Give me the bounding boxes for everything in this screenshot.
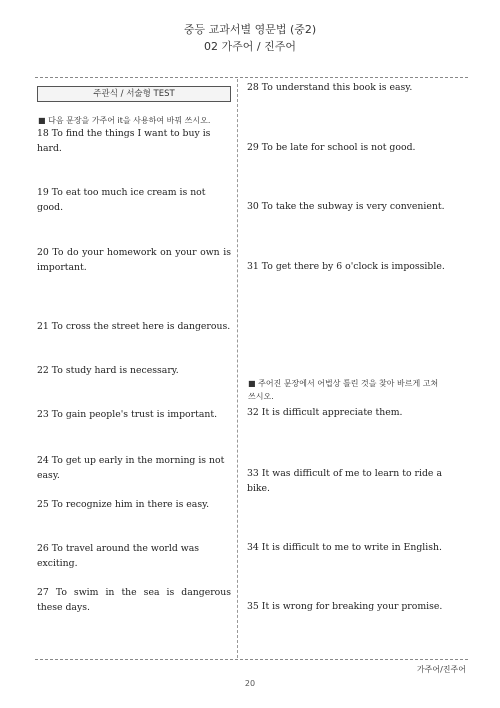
top-rule	[35, 77, 468, 78]
question-24: 24 To get up early in the morning is not easy.	[37, 455, 225, 481]
document-title: 중등 교과서별 영문법 (중2)	[183, 23, 317, 36]
question-18: 18 To find the things I want to buy is hard.	[37, 128, 211, 154]
question-22: 22 To study hard is necessary.	[37, 365, 179, 376]
question-19: 19 To eat too much ice cream is not good.	[37, 187, 206, 213]
section-label: 주관식 / 서술형 TEST	[37, 86, 231, 102]
question-27: 27 To swim in the sea is dangerous these days.	[37, 587, 231, 613]
question-32: 32 It is difficult appreciate them.	[247, 407, 403, 418]
chapter-title: 02 가주어 / 진주어	[204, 40, 296, 53]
question-23: 23 To gain people's trust is important.	[37, 409, 218, 420]
bottom-rule	[35, 659, 468, 660]
question-30: 30 To take the subway is very convenient.	[247, 201, 445, 212]
instruction-right: ■ 주어진 문장에서 어법상 틀린 것을 찾아 바르게 고쳐 쓰시오.	[248, 379, 439, 401]
column-divider	[237, 79, 238, 658]
footer-label: 가주어/진주어	[416, 665, 466, 674]
question-35: 35 It is wrong for breaking your promise.	[247, 601, 443, 612]
question-34: 34 It is difficult to me to write in English.	[247, 542, 442, 553]
instruction-left: ■ 다음 문장을 가주어 it을 사용하여 바꿔 쓰시오.	[38, 116, 211, 125]
question-25: 25 To recognize him in there is easy.	[37, 499, 210, 510]
question-33: 33 It was difficult of me to learn to ride a bike.	[247, 468, 442, 494]
question-31: 31 To get there by 6 o'clock is impossible.	[247, 261, 445, 272]
question-28: 28 To understand this book is easy.	[247, 82, 413, 93]
question-26: 26 To travel around the world was exciting.	[37, 543, 200, 569]
question-20: 20 To do your homework on your own is important.	[37, 247, 231, 273]
question-21: 21 To cross the street here is dangerous.	[37, 321, 231, 332]
question-29: 29 To be late for school is not good.	[247, 142, 416, 153]
page-number: 20	[244, 679, 256, 688]
